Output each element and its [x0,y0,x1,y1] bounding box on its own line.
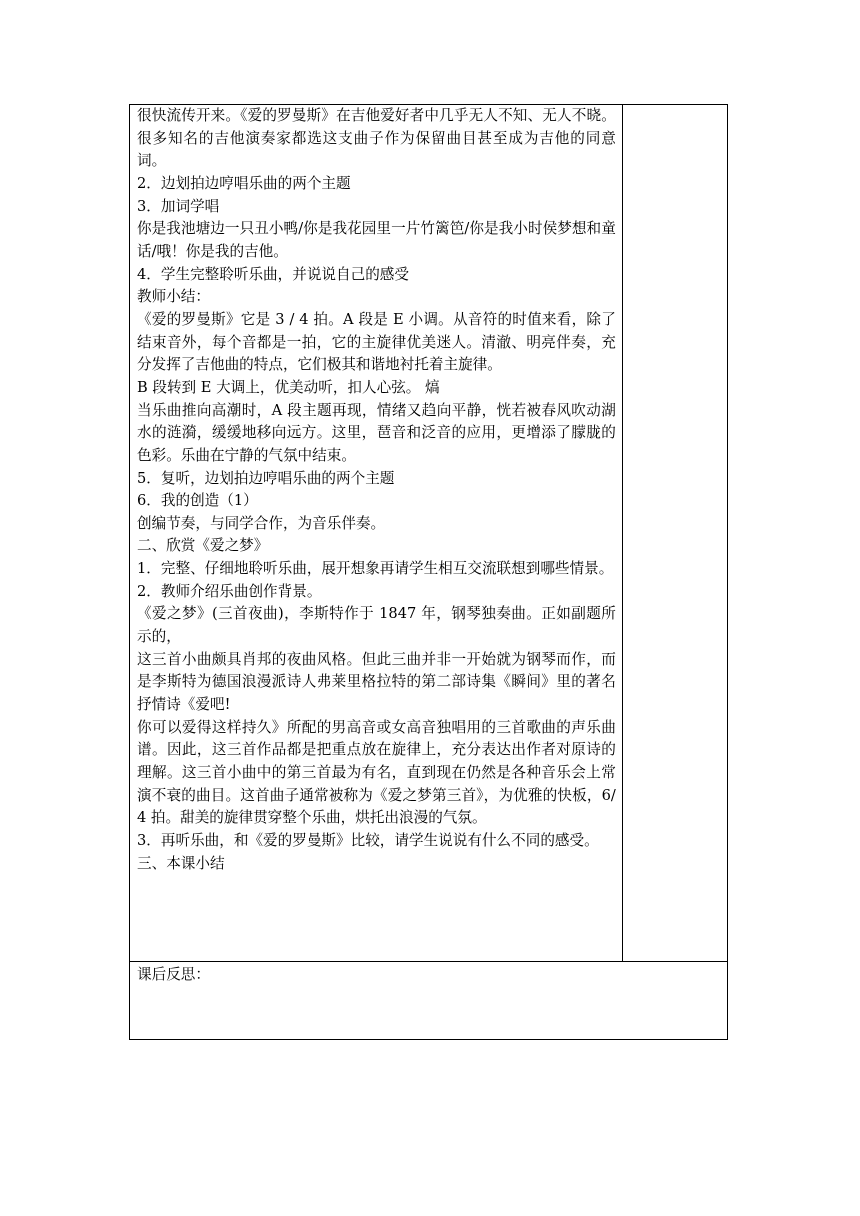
content-paragraph: 《爱之梦》(三首夜曲)，李斯特作于 1847 年，钢琴独奏曲。正如副题所示的， [137,605,616,646]
content-paragraph: 《爱的罗曼斯》它是 3 / 4 拍。A 段是 E 小调。从音符的时值来看，除了结束音外，每个音都是一拍，它的主旋律优美迷人。清澈、明亮伴奏，充分发挥了吉他曲的特点，它们极其和谐地衬托着主旋律。 [137,310,616,374]
content-paragraph: 这三首小曲颇具肖邦的夜曲风格。但此三曲并非一开始就为钢琴而作，而是李斯特为德国浪漫派诗人弗莱里格拉特的第二部诗集《瞬间》里的著名抒情诗《爱吧! [137,650,616,714]
reflection-label: 课后反思： [137,966,210,983]
content-paragraph: 教师小结： [137,288,210,306]
content-paragraph: 2．教师介绍乐曲创作背景。 [137,582,322,600]
lesson-plan-table [129,104,728,1040]
content-paragraph: 1．完整、仔细地聆听乐曲，展开想象再请学生相互交流联想到哪些情景。 [137,560,614,578]
notes-cell [622,105,727,962]
content-paragraph: 你是我池塘边一只丑小鸭/你是我花园里一片竹篱笆/你是我小时侯梦想和童话/哦！你是我的吉他。 [137,220,616,260]
content-paragraph: 你可以爱得这样持久》所配的男高音或女高音独唱用的三首歌曲的声乐曲谱。因此，这三首作品都是把重点放在旋律上，充分表达出作者对原诗的理解。这三首小曲中的第三首最为有名，直到现在仍然是各种音乐会上常演不衰的曲目。这首曲子通常被称为《爱之梦第三首》，为优雅的快板，6/4 拍。甜美的旋律贯穿整个乐曲，烘托出浪漫的气氛。 [137,718,616,827]
section-heading: 三、本课小结 [137,854,225,872]
content-paragraph: 3．加词学唱 [137,197,220,215]
teaching-content-cell [130,105,623,962]
content-paragraph: 5．复听，边划拍边哼唱乐曲的两个主题 [137,469,395,487]
teaching-content [130,105,622,875]
content-paragraph: 2．边划拍边哼唱乐曲的两个主题 [137,174,351,192]
content-paragraph: 创编节奏，与同学合作，为音乐伴奏。 [137,514,386,532]
content-paragraph: 当乐曲推向高潮时，A 段主题再现，情绪又趋向平静，恍若被春风吹动湖水的涟漪，缓缓地移向远方。这里，琶音和泛音的应用，更增添了朦胧的色彩。乐曲在宁静的气氛中结束。 [137,401,616,464]
teaching-process-row [130,105,728,962]
content-paragraph: 4．学生完整聆听乐曲，并说说自己的感受 [137,265,409,283]
reflection-row [130,962,728,1040]
content-paragraph: 很快流传开来。《爱的罗曼斯》在吉他爱好者中几乎无人不知、无人不晓。很多知名的吉他演奏家都选这支曲子作为保留曲目甚至成为吉他的同意词。 [137,107,616,170]
content-paragraph: 3．再听乐曲，和《爱的罗曼斯》比较，请学生说说有什么不同的感受。 [137,832,599,849]
content-paragraph: 6．我的创造（1） [137,492,258,510]
section-heading: 二、欣赏《爱之梦》 [137,537,269,555]
content-paragraph: B 段转到 E 大调上，优美动听，扣人心弦。 熇 [137,378,440,396]
reflection-cell [130,962,728,1040]
